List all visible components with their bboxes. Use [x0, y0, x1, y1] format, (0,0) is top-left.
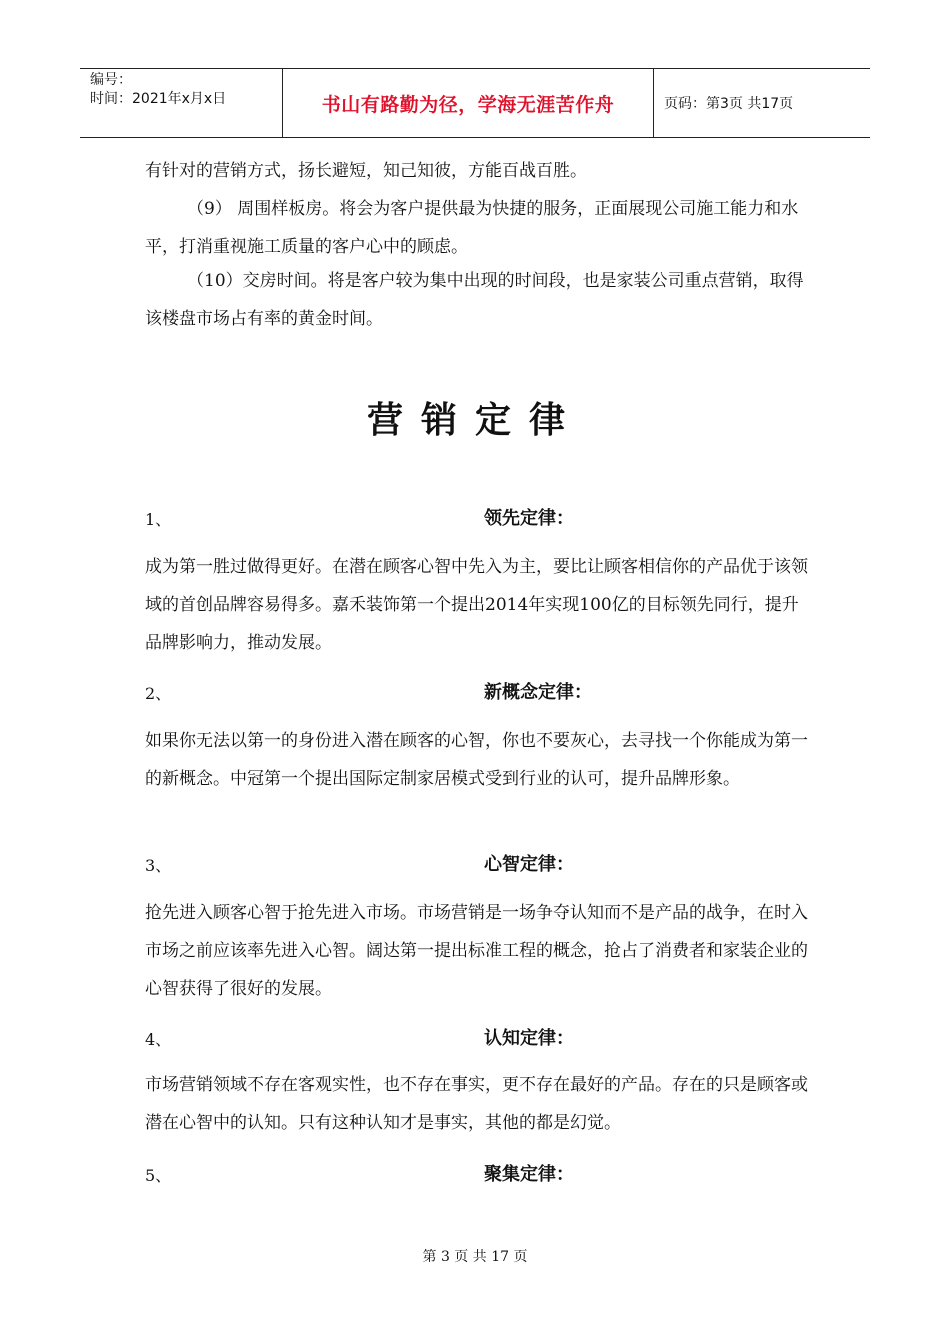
page-footer: 第 3 页 共 17 页 [422, 1249, 528, 1265]
law-heading: 领先定律： [484, 508, 574, 529]
page-title: 营销定律 [366, 400, 583, 441]
law-number: 1、 [145, 510, 172, 529]
law-heading: 新概念定律： [484, 682, 592, 703]
header-meta [80, 69, 282, 137]
law-number: 5、 [145, 1166, 172, 1185]
header-page-info: 页码：第3页 共17页 [664, 96, 794, 112]
header-motto-cell [282, 69, 654, 137]
intro-item-9: （9） 周围样板房。将会为客户提供最为快捷的服务，正面展现公司施工能力和水平，打消重视施工质量的客户心中的顾虑。 [145, 199, 799, 257]
law-description: 抢先进入顾客心智于抢先进入市场。市场营销是一场争夺认知而不是产品的战争，在时入市场之前应该率先进入心智。阔达第一提出标准工程的概念，抢占了消费者和家装企业的心智获得了很好的发展。 [145, 903, 808, 999]
law-description: 成为第一胜过做得更好。在潜在顾客心智中先入为主，要比让顾客相信你的产品优于该领域的首创品牌容易得多。嘉禾装饰第一个提出2014年实现100亿的目标领先同行，提升品牌影响力，推动发展。 [145, 557, 808, 653]
law-heading: 心智定律： [484, 854, 574, 875]
law-number: 2、 [145, 684, 172, 703]
code-label: 编号： [90, 72, 132, 88]
law-description: 如果你无法以第一的身份进入潜在顾客的心智，你也不要灰心，去寻找一个你能成为第一的新概念。中冠第一个提出国际定制家居模式受到行业的认可，提升品牌形象。 [145, 731, 808, 789]
time-label: 时间：2021年x月x日 [90, 91, 227, 107]
law-heading: 聚集定律： [484, 1164, 574, 1185]
intro-line: 有针对的营销方式，扬长避短，知己知彼，方能百战百胜。 [145, 161, 587, 181]
law-heading: 认知定律： [484, 1028, 574, 1049]
header-table [80, 68, 870, 138]
law-description: 市场营销领域不存在客观实性，也不存在事实，更不存在最好的产品。存在的只是顾客或潜在心智中的认知。只有这种认知才是事实，其他的都是幻觉。 [145, 1075, 808, 1133]
intro-item-10: （10）交房时间。将是客户较为集中出现的时间段，也是家装公司重点营销，取得该楼盘市场占有率的黄金时间。 [145, 271, 804, 329]
law-number: 4、 [145, 1030, 172, 1049]
header-motto: 书山有路勤为径，学海无涯苦作舟 [321, 93, 615, 116]
law-number: 3、 [145, 856, 172, 875]
